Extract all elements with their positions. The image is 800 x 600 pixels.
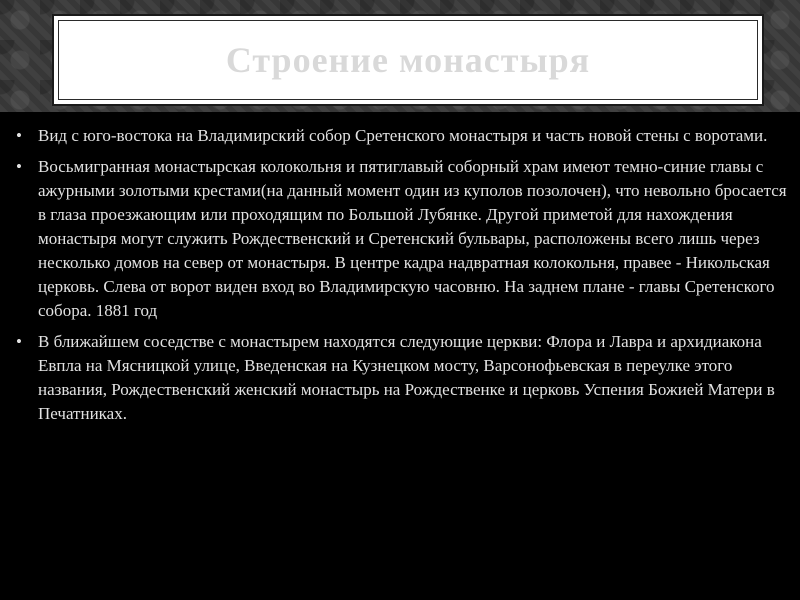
title-inner-border xyxy=(58,20,758,100)
bullet-text: В ближайшем соседстве с монастырем находятся следующие церкви: Флора и Лавра и архидиакона Евпла на Мясницкой улице, Введенская на Кузнецком мосту, Варсонофьевская в переулке этого названия, Рождественский женский монастырь на Рождественке и церковь Успения Божией Матери в Печатниках. xyxy=(38,332,775,423)
bullet-marker: • xyxy=(16,332,22,351)
title-frame xyxy=(52,14,764,106)
bullet-item xyxy=(14,155,790,323)
bullet-marker: • xyxy=(16,157,22,176)
bullet-item xyxy=(14,124,790,148)
bullet-text: Вид с юго-востока на Владимирский собор Сретенского монастыря и часть новой стены с воротами. xyxy=(38,126,768,145)
bullet-marker: • xyxy=(16,126,22,145)
slide-title: Строение монастыря xyxy=(225,40,591,80)
bullet-list xyxy=(14,124,790,433)
bullet-text: Восьмигранная монастырская колокольня и пятиглавый соборный храм имеют темно-синие главы с ажурными золотыми крестами(на данный момент один из куполов позолочен), что невольно бросается в глаза проезжающим или проходящим по Большой Лубянке. Другой приметой для нахождения монастыря могут служить Рождественский и Сретенский бульвары, расположены всего лишь через несколько домов на север от монастыря. В центре кадра надвратная колокольня, правее - Никольская церковь. Слева от ворот виден вход во Владимирскую часовню. На заднем плане - главы Сретенского собора. 1881 год xyxy=(38,157,787,320)
bullet-item xyxy=(14,330,790,426)
title-background-band xyxy=(0,0,800,112)
